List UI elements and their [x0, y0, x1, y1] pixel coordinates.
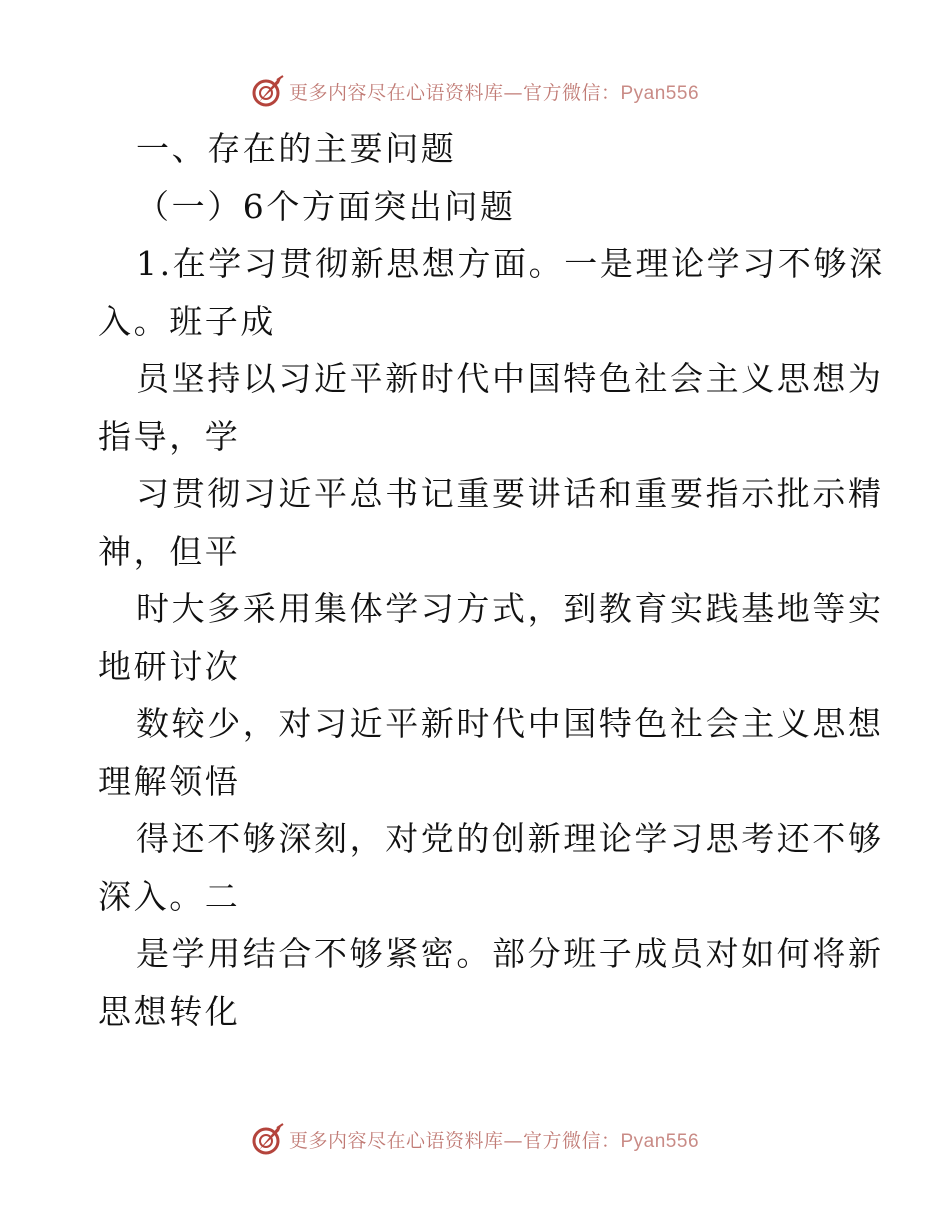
document-body — [98, 120, 885, 1040]
quill-logo-icon — [251, 1122, 285, 1156]
paragraph-line: 得还不够深刻，对党的创新理论学习思考还不够 — [136, 819, 884, 858]
paragraph-line: 入。班子成 — [98, 301, 276, 341]
watermark-text: 更多内容尽在心语资料库—官方微信：Pyan556 — [288, 1129, 700, 1152]
paragraph-line: 神，但平 — [98, 531, 241, 571]
watermark-handle: Pyan556 — [620, 1130, 700, 1152]
quill-logo-icon — [251, 74, 285, 108]
paragraph-line: 深入。二 — [98, 876, 241, 916]
paragraph-line: 指导，学 — [98, 416, 241, 456]
paragraph-line: 数较少，对习近平新时代中国特色社会主义思想 — [136, 704, 884, 743]
paragraph-line: 思想转化 — [98, 991, 241, 1031]
watermark-footer — [0, 1119, 950, 1159]
watermark-text: 更多内容尽在心语资料库—官方微信：Pyan556 — [288, 81, 700, 104]
section-heading: 一、存在的主要问题 — [136, 129, 457, 168]
paragraph-line: 1.在学习贯彻新思想方面。一是理论学习不够深 — [136, 244, 885, 283]
watermark-header — [0, 71, 950, 111]
subsection-heading: （一）6个方面突出问题 — [136, 186, 516, 226]
paragraph-line: 是学用结合不够紧密。部分班子成员对如何将新 — [136, 934, 884, 973]
paragraph-line: 时大多采用集体学习方式，到教育实践基地等实 — [136, 589, 884, 628]
paragraph-line: 地研讨次 — [98, 646, 241, 686]
paragraph-line: 员坚持以习近平新时代中国特色社会主义思想为 — [136, 359, 884, 398]
watermark-handle: Pyan556 — [620, 82, 700, 104]
paragraph-line: 习贯彻习近平总书记重要讲话和重要指示批示精 — [136, 474, 884, 513]
paragraph-line: 理解领悟 — [98, 761, 241, 801]
